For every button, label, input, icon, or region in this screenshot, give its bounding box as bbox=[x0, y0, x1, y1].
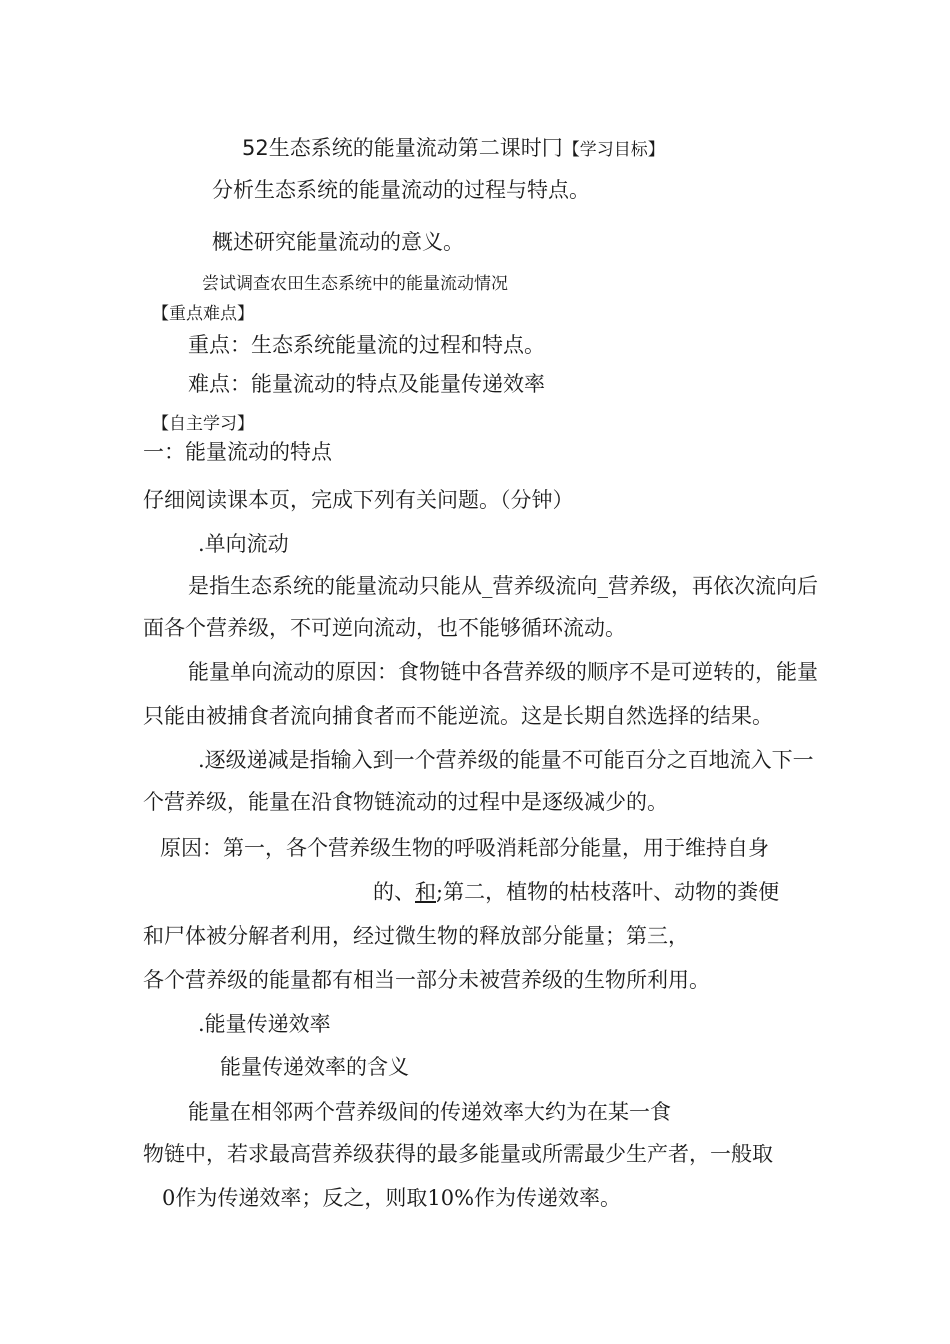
item1-paragraph2-line2: 只能由被捕食者流向捕食者而不能逆流。这是长期自然选择的结果。 bbox=[143, 704, 773, 728]
item3-paragraph-line2: 物链中，若求最高营养级获得的最多能量或所需最少生产者，一般取 bbox=[143, 1142, 773, 1166]
item2-line1: .逐级递减是指输入到一个营养级的能量不可能百分之百地流入下一 bbox=[198, 748, 814, 772]
item1-paragraph1-line1: 是指生态系统的能量流动只能从_营养级流向_营养级，再依次流向后 bbox=[188, 574, 818, 598]
item3-subtitle: 能量传递效率的含义 bbox=[220, 1055, 409, 1079]
reason-line3: 和尸体被分解者利用，经过微生物的释放部分能量；第三， bbox=[143, 924, 689, 948]
reason-line2-underlined: 和 bbox=[415, 880, 436, 904]
item3-title: .能量传递效率 bbox=[198, 1012, 331, 1036]
instruction-text: 仔细阅读课本页，完成下列有关问题。（分钟） bbox=[143, 488, 574, 512]
key-point-focus: 重点：生态系统能量流的过程和特点。 bbox=[188, 333, 545, 357]
key-points-heading: 【重点难点】 bbox=[152, 304, 254, 324]
item1-paragraph2-line1: 能量单向流动的原因：食物链中各营养级的顺序不是可逆转的，能量 bbox=[188, 660, 818, 684]
reason-line2-start: 的、 bbox=[373, 880, 415, 904]
item3-paragraph-line3: 0作为传递效率；反之，则取10%作为传递效率。 bbox=[162, 1186, 622, 1210]
self-study-heading: 【自主学习】 bbox=[152, 414, 254, 434]
item3-paragraph-line1: 能量在相邻两个营养级间的传递效率大约为在某一食 bbox=[188, 1100, 671, 1124]
item2-line2: 个营养级，能量在沿食物链流动的过程中是逐级减少的。 bbox=[143, 790, 668, 814]
objective-3: 尝试调查农田生态系统中的能量流动情况 bbox=[202, 274, 508, 294]
item1-title: .单向流动 bbox=[198, 532, 289, 556]
section-title: 一：能量流动的特点 bbox=[143, 440, 332, 464]
reason-line4: 各个营养级的能量都有相当一部分未被营养级的生物所利用。 bbox=[143, 968, 710, 992]
reason-line1: 原因：第一，各个营养级生物的呼吸消耗部分能量，用于维持自身 bbox=[160, 836, 769, 860]
reason-line2 bbox=[373, 878, 779, 906]
reason-line2-end: ;第二，植物的枯枝落叶、动物的粪便 bbox=[436, 880, 780, 904]
key-point-difficulty: 难点：能量流动的特点及能量传递效率 bbox=[188, 372, 545, 396]
page-title bbox=[242, 134, 665, 164]
item1-paragraph1-line2: 面各个营养级，不可逆向流动，也不能够循环流动。 bbox=[143, 616, 626, 640]
objective-1: 分析生态系统的能量流动的过程与特点。 bbox=[212, 178, 590, 202]
learning-objectives-heading: 【学习目标】 bbox=[562, 140, 665, 160]
objective-2: 概述研究能量流动的意义。 bbox=[212, 230, 464, 254]
page-title-main: 52生态系统的能量流动第二课时冂 bbox=[242, 136, 563, 160]
